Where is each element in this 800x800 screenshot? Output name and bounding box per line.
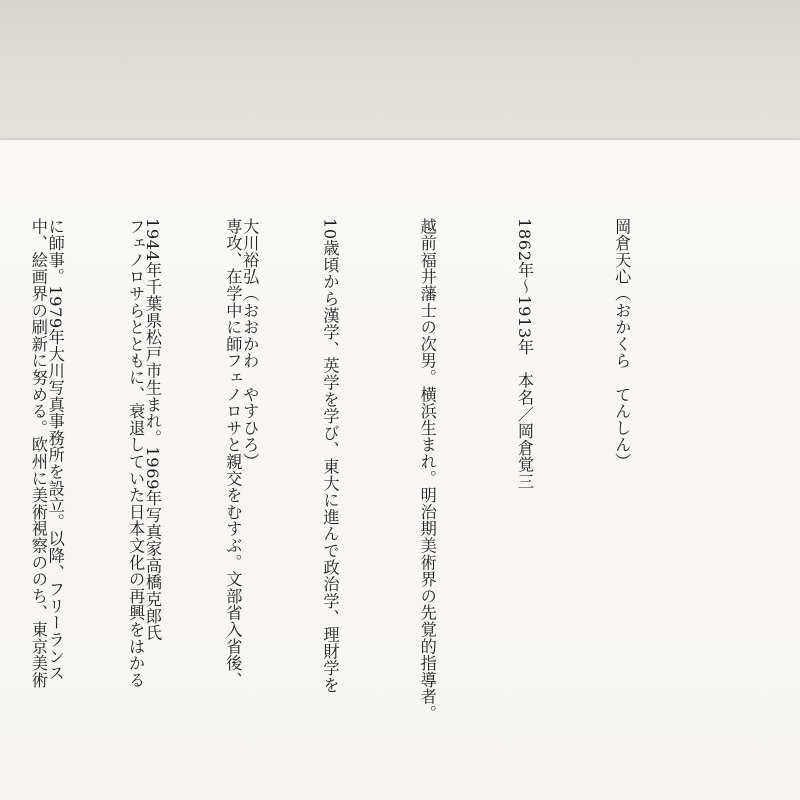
biography-okawa: [0, 218, 330, 715]
biography-name: 大川裕弘（おおかわ やすひろ）: [240, 218, 260, 470]
biography-dates: 1862年〜1913年 本名／岡倉覚三: [514, 218, 534, 490]
biography-name: 岡倉天心（おかくら てんしん）: [612, 218, 632, 470]
biography-line: に師事。1979年大川写真事務所を設立。以降、フリーランス: [45, 218, 65, 682]
book-page: [0, 140, 800, 800]
biography-line: 中、絵画界の刷新に努める。欧州に美術視察ののち、東京美術: [28, 218, 48, 689]
background-surface: [0, 0, 800, 140]
biography-line: 越前福井藩士の次男。横浜生まれ。明治期美術界の先覚的指導者。: [417, 218, 437, 722]
biography-line: フェノロサらとともに、衰退していた日本文化の再興をはかる: [126, 218, 146, 689]
biography-line: 10歳頃から漢学、英学を学び、東大に進んで政治学、理財学を: [320, 218, 340, 694]
biography-line: 専攻、在学中に師フェノロサと親交をむすぶ。文部省入省後、: [223, 218, 243, 689]
biography-line: 1944年千葉県松戸市生まれ。1969年写真家高橋克郎氏: [142, 218, 162, 642]
